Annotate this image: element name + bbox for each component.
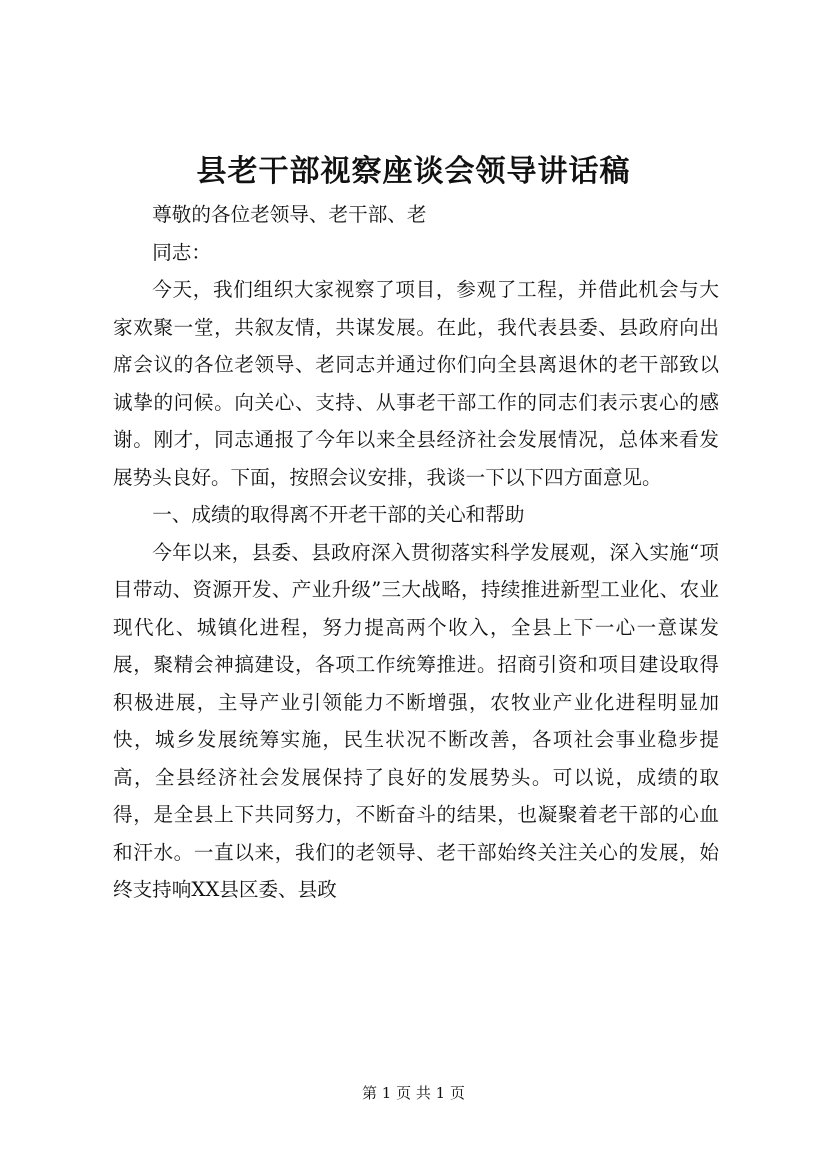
salutation-line-1: 尊敬的各位老领导、老干部、老 [152,203,427,226]
paragraph-1: 今天，我们组织大家视察了项目，参观了工程，并借此机会与大家欢聚一堂，共叙友情，共谋发展。在此，我代表县委、县政府向出席会议的各位老领导、老同志并通过你们向全县离退休的老干部致以诚挚的问候。向关心、支持、从事老干部工作的同志们表示衷心的感谢。刚才，同志通报了今年以来全县经济社会发展情况，总体来看发展势头良好。下面，按照会议安排，我谈一下以下四方面意见。 [113,278,719,489]
section-heading-1: 一、成绩的取得离不开老干部的关心和帮助 [152,503,525,526]
salutation-line-2: 同志： [152,240,211,264]
page-number-footer: 第 1 页 共 1 页 [362,1084,465,1102]
paragraph-2: 今年以来，县委、县政府深入贯彻落实科学发展观，深入实施“项目带动、资源开发、产业升级”三大战略，持续推进新型工业化、农业现代化、城镇化进程，努力提高两个收入，全县上下一心一意谋发展，聚精会神搞建设，各项工作统筹推进。招商引资和项目建设取得积极进展，主导产业引领能力不断增强，农牧业产业化进程明显加快，城乡发展统筹实施，民生状况不断改善，各项社会事业稳步提高，全县经济社会发展保持了良好的发展势头。可以说，成绩的取得，是全县上下共同努力，不断奋斗的结果，也凝聚着老干部的心血和汗水。一直以来，我们的老领导、老干部始终关注关心的发展，始终支持响XX县区委、县政 [113,540,719,901]
document-body [113,196,719,909]
document-title: 县老干部视察座谈会领导讲话稿 [196,154,631,189]
